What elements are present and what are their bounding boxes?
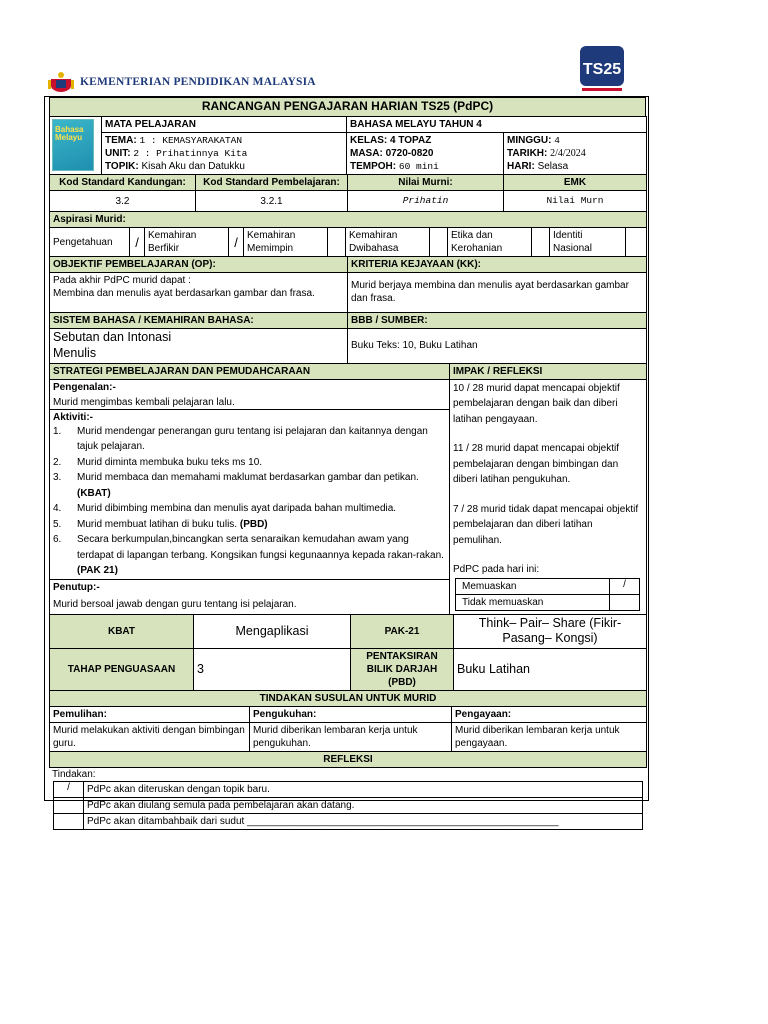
impak-text: 7 / 28 murid tidak dapat mencapai objektif pembelajaran dan diberi latihan pemulihan. <box>453 503 639 546</box>
op-label: OBJEKTIF PEMBELAJARAN (OP): <box>50 257 348 273</box>
pengukuhan-label: Pengukuhan: <box>250 706 452 722</box>
strategi-label: STRATEGI PEMBELAJARAN DAN PEMUDAHCARAAN <box>50 363 450 379</box>
pdpc-option: Tidak memuaskan <box>456 594 610 610</box>
kbat-label: KBAT <box>50 614 194 648</box>
pbd-label <box>351 648 454 690</box>
strategi-table <box>49 363 647 615</box>
ksk-label: Kod Standard Kandungan: <box>50 175 196 191</box>
sistem-label: SISTEM BAHASA / KEMAHIRAN BAHASA: <box>50 313 348 329</box>
kelas-masa-tempoh <box>347 132 504 175</box>
minggu-value: 4 <box>554 134 560 146</box>
pdpc-option-mark: / <box>610 578 640 594</box>
minggu-label: MINGGU: <box>507 134 552 146</box>
pengenalan-label: Pengenalan:- <box>53 381 116 393</box>
nilai-label: Nilai Murni: <box>348 175 504 191</box>
tindakan-mark: / <box>54 781 84 797</box>
masa-label: MASA: <box>350 147 383 159</box>
ksp-label: Kod Standard Pembelajaran: <box>196 175 348 191</box>
pdpc-rating-table <box>455 578 640 611</box>
pengukuhan-text: Murid diberikan lembaran kerja untuk pengukuhan. <box>250 722 452 751</box>
masa-value: 0720-0820 <box>385 147 434 159</box>
mata-pelajaran-label: MATA PELAJARAN <box>102 116 347 132</box>
aktiviti-list <box>53 424 446 579</box>
aspirasi-table <box>49 211 647 257</box>
bbb-label: BBB / SUMBER: <box>348 313 647 329</box>
unit-value: 2 : Prihatinnya Kita <box>133 147 248 159</box>
aspirasi-item-mark <box>626 228 647 257</box>
title-table <box>49 97 646 117</box>
aspirasi-item-label: Identiti Nasional <box>550 228 626 257</box>
pdpc-option: Memuaskan <box>456 578 610 594</box>
pengenalan-text: Murid mengimbas kembali pelajaran lalu. <box>53 396 235 408</box>
kk-text: Murid berjaya membina dan menulis ayat berdasarkan gambar dan frasa. <box>348 273 647 313</box>
ministry-header <box>48 70 316 94</box>
aspirasi-item-mark: / <box>229 228 244 257</box>
ts25-logo-text: TS25 <box>582 61 622 78</box>
tempoh-value: 60 mini <box>398 160 439 172</box>
tindakan-label: Tindakan: <box>52 768 96 780</box>
tema-unit-topik <box>102 132 347 175</box>
pdpc-option-mark <box>610 594 640 610</box>
aspirasi-item-label: Kemahiran Memimpin <box>244 228 328 257</box>
tindakan-text: PdPc akan diulang semula pada pembelajaran akan datang. <box>84 797 643 813</box>
kbat-value: Mengaplikasi <box>194 614 351 648</box>
book-cover-text: Bahasa Melayu <box>55 124 84 142</box>
susulan-label: TINDAKAN SUSULAN UNTUK MURID <box>50 690 647 706</box>
aspirasi-item-mark <box>430 228 448 257</box>
tarikh-value: 2/4/2024 <box>550 147 586 159</box>
tindakan-mark <box>54 813 84 829</box>
ksp-value: 3.2.1 <box>196 191 348 212</box>
aspirasi-label: Aspirasi Murid: <box>50 212 647 228</box>
pbd-label-text: PENTAKSIRAN BILIK DARJAH (PBD) <box>366 650 438 688</box>
tarikh-label: TARIKH: <box>507 147 548 159</box>
list-item: 6. Secara berkumpulan,bincangkan serta senaraikan kemudahan awam yang terdapat di lapangan terbang. Kongsikan fungsi kegunaannya kepada rakan-rakan. (PAK 21) <box>53 534 444 577</box>
refleksi-label: REFLEKSI <box>50 751 647 767</box>
pbd-value: Buku Latihan <box>454 648 647 690</box>
impak-text: 11 / 28 murid dapat mencapai objektif pembelajaran dengan bimbingan dan diberi latihan pengukuhan. <box>453 443 620 486</box>
tema-label: TEMA: <box>105 134 137 146</box>
minggu-tarikh-hari <box>504 132 647 175</box>
aspirasi-item-label: Etika dan Kerohanian <box>448 228 532 257</box>
standard-table <box>49 174 647 212</box>
sistem-value-line: Sebutan dan Intonasi <box>53 330 172 345</box>
lesson-plan-document <box>44 96 649 827</box>
list-item: 4. Murid dibimbing membina dan menulis ayat daripada bahan multimedia. <box>53 503 397 515</box>
list-item: 3. Murid membaca dan memahami maklumat berdasarkan gambar dan petikan. (KBAT) <box>53 472 419 499</box>
kbat-table <box>49 614 647 691</box>
penutup-text: Murid bersoal jawab dengan guru tentang isi pelajaran. <box>53 598 297 610</box>
tema-value: 1 : KEMASYARAKATAN <box>139 134 243 146</box>
aspirasi-item-label: Kemahiran Dwibahasa <box>346 228 430 257</box>
tahap-value: 3 <box>194 648 351 690</box>
ministry-name: KEMENTERIAN PENDIDIKAN MALAYSIA <box>80 76 316 88</box>
aspirasi-item-mark <box>532 228 550 257</box>
aktiviti-label: Aktiviti:- <box>53 411 93 423</box>
list-item: 5. Murid membuat latihan di buku tulis. (PBD) <box>53 518 268 530</box>
op-text <box>50 273 348 313</box>
op-text-line: Membina dan menulis ayat berdasarkan gambar dan frasa. <box>53 288 315 300</box>
impak-label: IMPAK / REFLEKSI <box>450 363 647 379</box>
kk-label: KRITERIA KEJAYAAN (KK): <box>348 257 647 273</box>
hari-label: HARI: <box>507 160 535 172</box>
info-table <box>49 116 647 176</box>
bbb-value: Buku Teks: 10, Buku Latihan <box>348 329 647 363</box>
nilai-value: Prihatin <box>348 191 504 212</box>
tindakan-mark <box>54 797 84 813</box>
topik-label: TOPIK: <box>105 161 139 173</box>
emk-value: Nilai Murn <box>504 191 647 212</box>
pengayaan-label: Pengayaan: <box>452 706 647 722</box>
aspirasi-item-label: Kemahiran Berfikir <box>145 228 229 257</box>
list-item: 2. Murid diminta membuka buku teks ms 10. <box>53 456 263 468</box>
emk-label: EMK <box>504 175 647 191</box>
op-text-line: Pada akhir PdPC murid dapat : <box>53 275 191 287</box>
hari-value: Selasa <box>537 160 569 172</box>
tahap-label: TAHAP PENGUASAAN <box>50 648 194 690</box>
coat-of-arms-icon <box>48 71 74 93</box>
objektif-table <box>49 256 647 363</box>
list-item: 1. Murid mendengar penerangan guru tentang isi pelajaran dan kaitannya dengan tajuk pelajaran. <box>53 425 428 453</box>
susulan-table <box>49 690 647 768</box>
tempoh-label: TEMPOH: <box>350 160 397 172</box>
aspirasi-item-label: Pengetahuan <box>50 228 130 257</box>
book-cover-cell <box>50 116 102 175</box>
aspirasi-item-mark: / <box>130 228 145 257</box>
tindakan-table <box>53 781 643 830</box>
unit-label: UNIT: <box>105 147 131 159</box>
ksk-value: 3.2 <box>50 191 196 212</box>
pemulihan-text: Murid melakukan aktiviti dengan bimbingan guru. <box>50 722 250 751</box>
pengayaan-text: Murid diberikan lembaran kerja untuk pengayaan. <box>452 722 647 751</box>
pak-value: Think– Pair– Share (Fikir- Pasang– Kongsi) <box>454 614 647 648</box>
tindakan-text: PdPc akan diteruskan dengan topik baru. <box>84 781 643 797</box>
sistem-value <box>50 329 348 363</box>
sistem-value-line: Menulis <box>53 345 97 360</box>
impak-text: 10 / 28 murid dapat mencapai objektif pembelajaran dengan baik dan diberi latihan pengayaan. <box>453 382 620 425</box>
tindakan-text: PdPc akan ditambahbaik dari sudut ________________________________________________________ <box>84 813 643 829</box>
aspirasi-item-mark <box>328 228 346 257</box>
mata-pelajaran-value: BAHASA MELAYU TAHUN 4 <box>347 116 647 132</box>
document-title: RANCANGAN PENGAJARAN HARIAN TS25 (PdPC) <box>50 98 646 117</box>
pemulihan-label: Pemulihan: <box>50 706 250 722</box>
pak-label: PAK-21 <box>351 614 454 648</box>
book-cover-image <box>52 119 94 171</box>
strategi-content <box>50 379 450 614</box>
ts25-logo-icon <box>576 44 628 94</box>
topik-value: Kisah Aku dan Datukku <box>141 161 245 173</box>
pdpc-label: PdPC pada hari ini: <box>453 564 540 576</box>
kelas-label: KELAS: <box>350 134 388 146</box>
penutup-label: Penutup:- <box>53 581 100 593</box>
kelas-value: 4 TOPAZ <box>390 134 432 146</box>
impak-content <box>450 379 647 614</box>
